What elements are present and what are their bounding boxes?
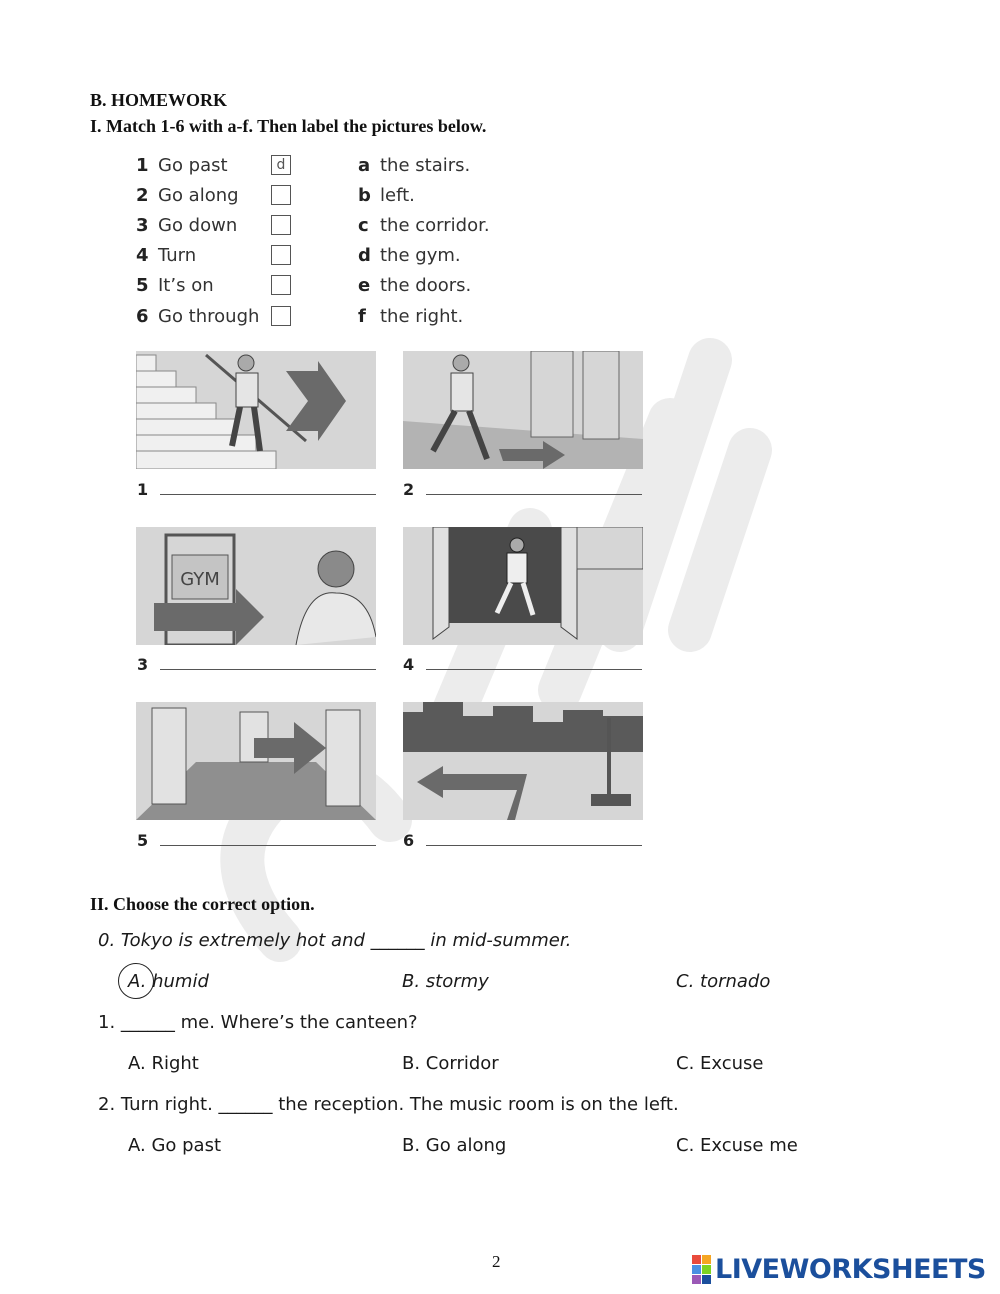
left-item: 3 Go down xyxy=(136,215,238,236)
picture-its-on-the-right xyxy=(136,702,376,820)
picture-number: 2 xyxy=(403,480,415,499)
answer-box-1[interactable]: d xyxy=(271,155,291,175)
left-item: 2 Go along xyxy=(136,185,239,206)
part1-instruction: I. Match 1-6 with a-f. Then label the pictures below. xyxy=(90,116,487,136)
page-number: 2 xyxy=(492,1252,501,1271)
label-line-4[interactable] xyxy=(426,669,642,670)
right-item: c the corridor. xyxy=(358,215,490,236)
right-item: e the doors. xyxy=(358,275,472,296)
answer-box-2[interactable] xyxy=(271,185,291,205)
picture-go-through-doors xyxy=(403,527,643,645)
label-line-2[interactable] xyxy=(426,494,642,495)
answer-box-3[interactable] xyxy=(271,215,291,235)
gym-sign: GYM xyxy=(180,569,220,590)
picture-turn-left xyxy=(403,702,643,820)
answer-box-4[interactable] xyxy=(271,245,291,265)
left-item: 1 Go past xyxy=(136,155,228,176)
liveworksheets-logo[interactable] xyxy=(692,1254,986,1285)
picture-go-down-stairs xyxy=(136,351,376,469)
option-1b[interactable]: B. Corridor xyxy=(402,1053,499,1074)
question-1: 1. ______ me. Where’s the canteen? xyxy=(98,1012,418,1033)
answer-box-6[interactable] xyxy=(271,306,291,326)
logo-text: LIVEWORKSHEETS xyxy=(715,1254,986,1285)
picture-go-along-corridor xyxy=(403,351,643,469)
picture-number: 3 xyxy=(137,655,149,674)
picture-number: 5 xyxy=(137,831,149,850)
part2-instruction: II. Choose the correct option. xyxy=(90,894,315,914)
left-item: 6 Go through xyxy=(136,306,260,327)
picture-go-past-gym xyxy=(136,527,376,645)
question-0: 0. Tokyo is extremely hot and ______ in mid-summer. xyxy=(98,930,572,951)
right-item: d the gym. xyxy=(358,245,461,266)
option-2b[interactable]: B. Go along xyxy=(402,1135,507,1156)
picture-number: 4 xyxy=(403,655,415,674)
option-0b[interactable]: B. stormy xyxy=(402,971,489,992)
left-item: 5 It’s on xyxy=(136,275,214,296)
answer-box-5[interactable] xyxy=(271,275,291,295)
section-title: B. HOMEWORK xyxy=(90,90,228,110)
question-2: 2. Turn right. ______ the reception. The music room is on the left. xyxy=(98,1094,679,1115)
right-item: f the right. xyxy=(358,306,464,327)
option-0c[interactable]: C. tornado xyxy=(676,971,771,992)
option-2c[interactable]: C. Excuse me xyxy=(676,1135,798,1156)
right-item: b left. xyxy=(358,185,415,206)
logo-icon xyxy=(692,1255,711,1284)
picture-number: 1 xyxy=(137,480,149,499)
option-1a[interactable]: A. Right xyxy=(128,1053,199,1074)
label-line-3[interactable] xyxy=(160,669,376,670)
option-0a[interactable]: A. humid xyxy=(128,971,209,992)
right-item: a the stairs. xyxy=(358,155,471,176)
picture-number: 6 xyxy=(403,831,415,850)
left-item: 4 Turn xyxy=(136,245,197,266)
label-line-1[interactable] xyxy=(160,494,376,495)
option-2a[interactable]: A. Go past xyxy=(128,1135,222,1156)
label-line-6[interactable] xyxy=(426,845,642,846)
option-1c[interactable]: C. Excuse xyxy=(676,1053,764,1074)
label-line-5[interactable] xyxy=(160,845,376,846)
